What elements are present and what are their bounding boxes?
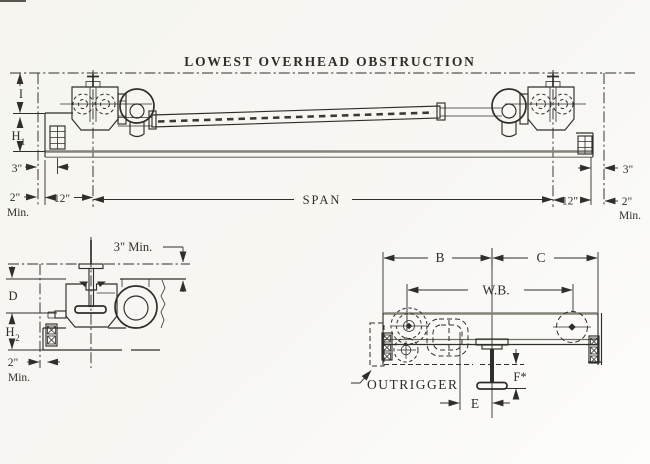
- dim-d-label: D: [8, 289, 18, 303]
- trolley-frame: [48, 282, 117, 328]
- left-end-truck: [60, 74, 154, 137]
- dim-c-label: C: [536, 250, 546, 265]
- dim-f-label: F*: [513, 370, 527, 384]
- dim-h1-label: H: [11, 129, 21, 143]
- drive-gears: [391, 308, 427, 362]
- girder-end-box: [43, 324, 160, 350]
- hoist-end: [115, 279, 186, 328]
- break-line: [161, 280, 165, 328]
- dim-D: [6, 266, 66, 322]
- dim-3in-left-label: 3": [11, 163, 23, 175]
- dim-I: [13, 74, 45, 114]
- dim-3in-left: [12, 158, 69, 175]
- outrigger-label: OUTRIGGER: [367, 377, 459, 392]
- left-bolt-plate: [50, 126, 65, 149]
- end-view: [5, 237, 190, 384]
- right-end-truck: [492, 74, 586, 137]
- dim-span: [94, 193, 553, 207]
- dim-2in-end-label: 2": [7, 357, 19, 369]
- dim-3in-min-label: 3" Min.: [113, 240, 153, 254]
- idler-wheel: [553, 312, 591, 343]
- dim-2in-min-end-view: [8, 357, 60, 384]
- dim-2in-right-label: 2": [621, 196, 633, 208]
- dim-h1-subscript: 1: [20, 137, 26, 147]
- runway-rail-section: [75, 240, 106, 313]
- rail-hook: [547, 74, 559, 87]
- dim-12in-right: [554, 157, 592, 208]
- min-left-label: Min.: [6, 207, 30, 219]
- trolley-view: [351, 248, 602, 418]
- dim-2in-left: [7, 192, 37, 219]
- right-motor: [492, 89, 526, 137]
- dim-H2: [5, 325, 43, 350]
- rail-hook: [87, 74, 99, 87]
- wheel-base-label: W.B.: [482, 282, 510, 298]
- dim-b-label: B: [435, 250, 445, 265]
- dim-h2-label: H: [5, 325, 15, 339]
- hoist-motor: [427, 319, 468, 356]
- dim-2in-right: [605, 196, 641, 222]
- dim-3in-min: [114, 240, 183, 292]
- dim-F: [504, 349, 527, 399]
- dim-B-C: [383, 248, 598, 313]
- dim-h2-subscript: 2: [15, 333, 20, 343]
- min-right-label: Min.: [618, 210, 642, 222]
- span-label: SPAN: [302, 193, 342, 207]
- dim-12in-left-label: 12": [53, 193, 71, 205]
- lowest-overhead-obstruction-label: LOWEST OVERHEAD OBSTRUCTION: [184, 54, 476, 69]
- dim-i-label: I: [18, 87, 24, 101]
- min-end-label: Min.: [7, 372, 31, 384]
- dim-3in-right: [578, 164, 633, 176]
- bridge-girder: [118, 103, 502, 129]
- dim-2in-left-label: 2": [9, 192, 21, 204]
- dim-12in-right-label: 12": [561, 195, 579, 208]
- dim-e-label: E: [470, 396, 480, 411]
- scan-edge-artifact: [0, 0, 26, 2]
- dim-H1: [11, 118, 45, 152]
- dim-3in-right-label: 3": [622, 164, 634, 176]
- dim-E: [440, 332, 510, 411]
- dim-WB: [407, 283, 573, 331]
- top-view-side-elevation: [7, 54, 641, 222]
